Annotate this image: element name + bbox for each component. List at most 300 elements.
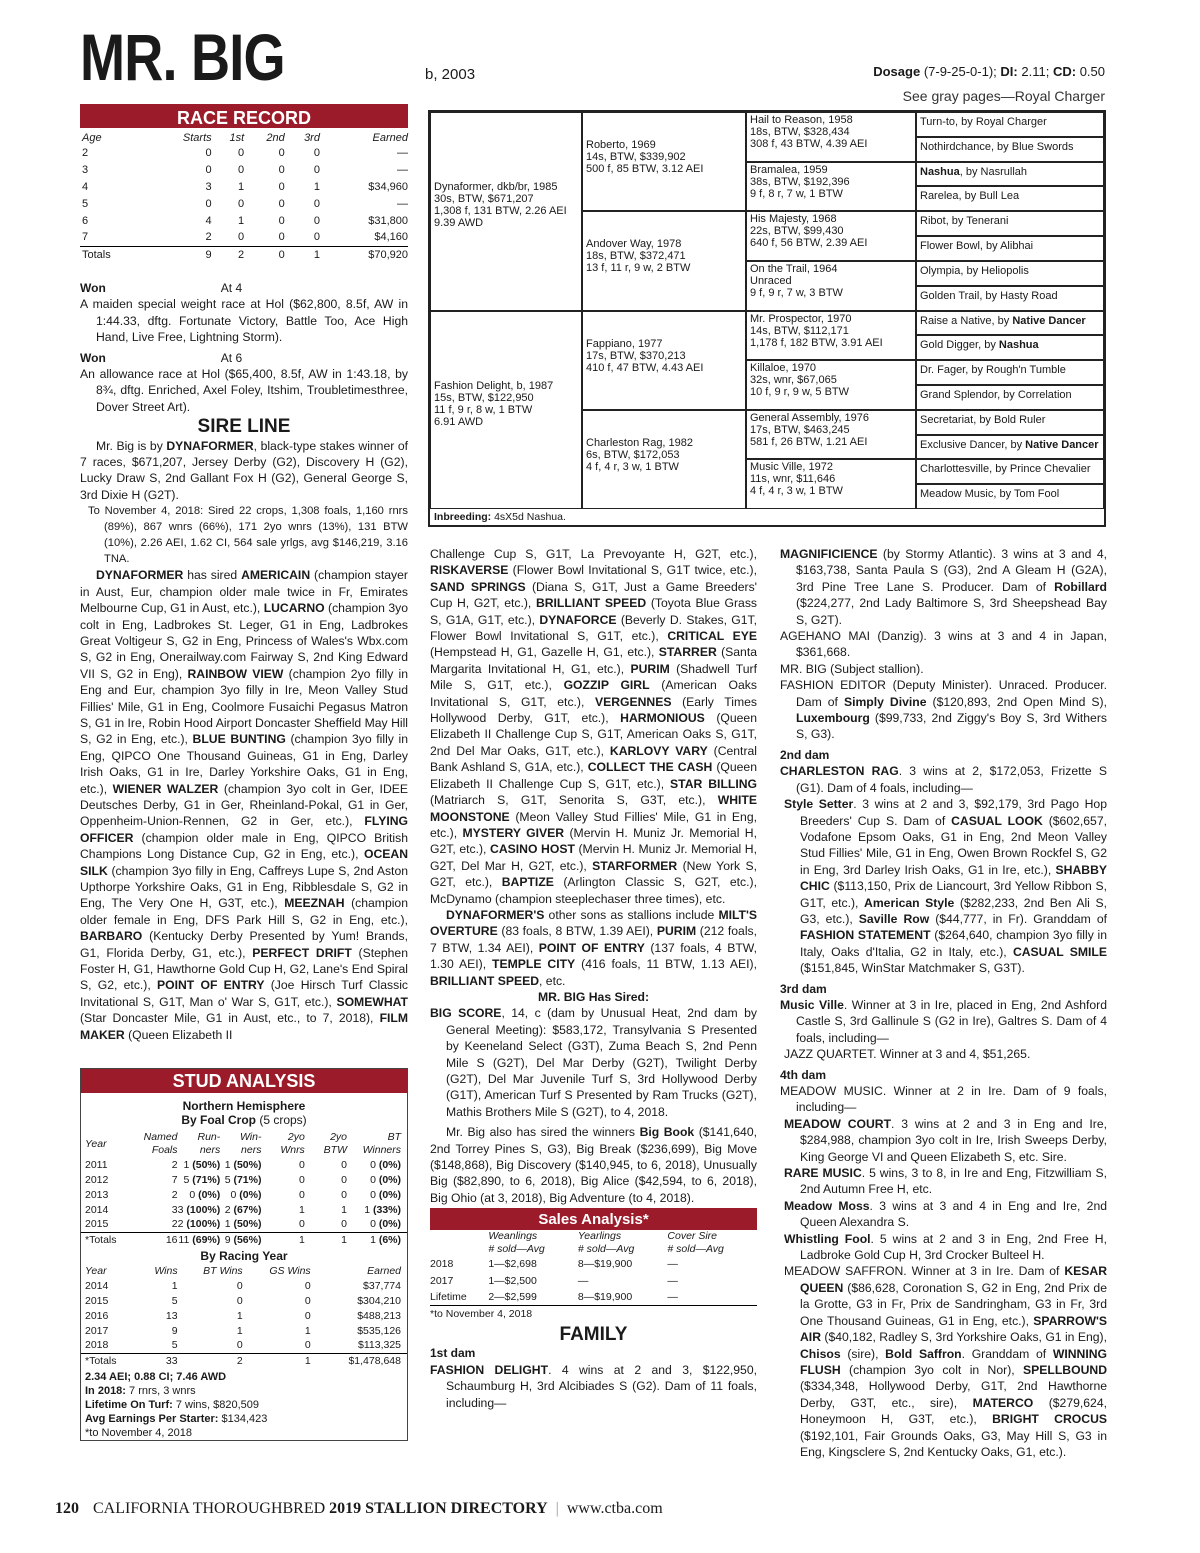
pedigree-gen3: His Majesty, 1968 22s, BTW, $99,430 640 f, 56 BTW, 2.39 AEI [746,211,916,261]
table-cell: 3 [171,1203,178,1216]
percent: (0%) [239,1188,262,1201]
percent: (0%) [378,1188,401,1201]
sire-line-paragraph: Mr. Big is by DYNAFORMER, black-type stakes winner of 7 races, $671,207, Jersey Derby (G2), Discovery H (G2), Lucky Draw S, 2nd Gallant Fox H (G2), General George S, 3rd Dixie H (G2T). [80,438,408,502]
column-header: 3rd [304,132,320,144]
table-cell: 2014 [85,1203,109,1216]
ancestor-name: Olympia [920,264,961,277]
won-heading [80,350,408,366]
table-cell: $4,160 [374,231,408,244]
pedigree-chart [428,110,1106,527]
table-cell: 2 [171,1218,178,1231]
table-cell: 0 [278,163,285,176]
table-cell: 0 [341,1188,347,1201]
table-cell: 0 [298,1188,305,1201]
table-cell: 1 [171,1279,178,1292]
inbreeding-note: Inbreeding: 4sX5d Nashua. [430,508,1104,525]
table-cell: 1 [285,246,320,263]
column-header: Age [82,132,102,144]
table-cell: — [667,1258,678,1271]
has-sired-heading: MR. BIG Has Sired: [537,989,650,1004]
ancestor-sire: Alibhai [1000,240,1034,253]
family-item: MR. BIG (Subject stallion). [780,661,924,676]
first-dam-heading: 1st dam [430,1346,476,1361]
table-cell: 2016 [85,1309,109,1322]
table-cell: 5 [82,197,89,210]
ancestor-name: Dr. Fager [920,364,966,377]
table-row [81,1293,407,1308]
table-cell: 7 [82,231,89,244]
pedigree-gen2: Andover Way, 1978 18s, BTW, $372,471 13 f, 11 r, 9 w, 2 BTW [582,211,746,310]
percent: (69%) [192,1233,221,1246]
table-cell: 0 [236,1279,243,1292]
table-cell: $304,210 [357,1294,401,1307]
table-cell: 0 [313,214,320,227]
table-cell: 5 [171,1294,178,1307]
table-cell: 8—$19,900 [577,1291,633,1304]
stud-analysis [80,1068,408,1441]
ancestor-sire: Nashua [998,339,1039,352]
table-cell: 0 [304,1309,311,1322]
table-cell: 1 [238,180,245,193]
pedigree-gen4: Exclusive Dancer, by Native Dancer [916,435,1104,460]
table-row [81,1202,407,1217]
pedigree-gen3: Music Ville, 1972 11s, wnr, $11,646 4 f, 4 r, 3 w, 1 BTW [746,459,916,509]
fourth-dam-heading: 4th dam [780,1067,827,1082]
ancestor-sire: Nasrullah [980,165,1028,178]
table-row [81,1217,407,1232]
table-cell: 9 (56%) [220,1232,261,1247]
ancestor-sire: Royal Charger [975,116,1047,128]
foal-crop-table [81,1131,407,1247]
column-header: 2nd [266,132,285,144]
won-description: A maiden special weight race at Hol ($62,800, 8.5f, AW in 1:44.33, dftg. Fortunate Victory, Battle Too, Ace High Hand, Live Free, Lightning Storm). [80,297,408,345]
won-age: At 6 [220,350,243,365]
table-cell: 0 [304,1339,311,1352]
table-row [80,161,408,178]
table-cell: 0 (0%) [370,1173,401,1186]
column-header: Yearlings [577,1230,622,1243]
ancestor-name: Meadow Music [920,488,994,501]
percent: (56%) [233,1233,262,1246]
dosage: Dosage (7-9-25-0-1); DI: 2.11; CD: 0.50 [873,64,1105,79]
table-cell: 0 [278,197,285,210]
ancestor-name: Gold Digger [920,339,979,352]
table-cell: 1 [305,1232,347,1247]
table-row [80,144,408,161]
table-cell: *Totals [81,1232,117,1247]
table-cell: $1,478,648 [311,1353,407,1368]
column-header: Starts [182,132,212,144]
percent: (0%) [198,1188,221,1201]
pedigree-gen2: Fappiano, 1977 17s, BTW, $370,213 410 f, 47 BTW, 4.43 AEI [582,311,746,410]
column-header: Earned [372,132,408,144]
sales-note: *to November 4, 2018 [430,1305,757,1322]
pedigree-gen4: Olympia, by Heliopolis [916,261,1104,286]
table-cell: 1 [341,1203,347,1216]
ancestor-name: Rarelea [920,190,959,203]
table-cell: 2 [205,231,212,244]
table-cell: 5 (71%) [183,1173,221,1186]
table-cell: 4 [205,214,212,227]
table-cell: — [397,163,408,176]
table-cell: 1 (50%) [183,1158,221,1171]
table-cell: 2—$2,599 [488,1291,537,1304]
table-cell: 0 [205,146,212,159]
table-cell: 1 [298,1203,305,1216]
table-cell: $34,960 [368,180,408,193]
table-cell: 1 (50%) [224,1158,262,1171]
table-cell: 9 [171,1324,178,1337]
ancestor-name: Secretariat [920,413,974,426]
table-cell: 1 (33%) [364,1203,401,1216]
by-racing-year: By Racing Year [200,1249,288,1263]
ancestor-sire: Native Dancer [1025,438,1099,451]
middle-column-text [430,546,757,1411]
totals-row [80,246,408,263]
table-row [80,178,408,195]
table-cell: $488,213 [357,1309,401,1322]
table-cell: 0 (0%) [189,1188,221,1201]
table-cell: 0 [236,1294,243,1307]
table-cell: 2015 [85,1294,109,1307]
table-cell: 2 [178,1353,243,1368]
column-header: Weanlings [488,1230,538,1243]
pedigree-gen4: Secretariat, by Bold Ruler [916,410,1104,435]
table-cell: 3 [205,180,212,193]
family-title: FAMILY [559,1323,628,1345]
table-cell: 0 [304,1279,311,1292]
table-cell: 9 [148,246,212,263]
pedigree-gen4: Ribot, by Tenerani [916,211,1104,236]
ancestor-sire: Native Dancer [1012,314,1086,327]
table-cell: 7 [171,1173,178,1186]
table-row [81,1157,407,1172]
table-cell: 0 [278,180,285,193]
table-cell: 2 [171,1188,178,1201]
column-header: 1st [229,132,245,144]
sire-progeny-continued: Challenge Cup S, G1T, La Prevoyante H, G2T, etc.), RISKAVERSE (Flower Bowl Invitational S, G1T twice, etc.), SAND SPRINGS (Diana S, G1T, Just a Game Breeders' Cup H, G2T, etc.), BRILLIANT SPEED (Toyota Blue Grass S, G1A, G1T, etc.), DYNAFORCE (Beverly D. Stakes, G1T, Flower Bowl Invitational S, G1T, etc.), CRITICAL EYE (Hempstead H, G1, Gazelle H, G1, etc.), STARRER (Santa Margarita Invitational H, G1, etc.), PURIM (Shadwell Turf Mile S, G1T, etc.), GOZZIP GIRL (American Oaks Invitational S, G1T, etc.), VERGENNES (Early Times Hollywood Derby, G1T, etc.), HARMONIOUS (Queen Elizabeth II Challenge Cup S, G1T, American Oaks S, G1T, 2nd Del Mar Oaks, G1T, etc.), KARLOVY VARY (Central Bank Ashland S, G1A, etc.), COLLECT THE CASH (Queen Elizabeth II Challenge Cup S, G1T, etc.), STAR BILLING (Matriarch S, G1T, Senorita S, G3T, etc.), WHITE MOONSTONE (Meon Valley Stud Fillies' Mile, G1 in Eng, etc.), MYSTERY GIVER (Mervin H. Muniz Jr. Memorial H, G2T, etc.), CASINO HOST (Mervin H. Muniz Jr. Memorial H, G2T, Del Mar H, G2T, etc.), STARFORMER (New York S, G2T, etc.), BAPTIZE (Arlington Classic S, G2T, etc.), McDynamo (champion steeplechaser three times), etc. [430,547,758,906]
race-record-table [80,128,408,263]
ancestor-name: Grand Splendor [920,388,998,401]
table-cell: 0 [278,214,285,227]
table-cell: — [667,1291,678,1304]
table-cell: 1 [304,1324,311,1337]
race-record-title: RACE RECORD [80,104,408,128]
column-header: Year [85,1137,107,1150]
ancestor-name: Exclusive Dancer [920,438,1005,451]
table-cell: 2013 [85,1188,109,1201]
stud-analysis-title: STUD ANALYSIS [81,1069,407,1093]
column-header: Win-ners [239,1131,262,1156]
table-cell: 2 (67%) [224,1203,262,1216]
table-cell: 0 [236,1339,243,1352]
third-dam-heading: 3rd dam [780,981,827,996]
table-cell: 2 [171,1158,178,1171]
won-description: An allowance race at Hol ($65,400, 8.5f, AW in 1:43.18, by 8¾, dftg. Enriched, Axel Foley, Itshim, Troubletimesthree, Dover Street Art). [80,367,408,414]
table-cell: $535,126 [357,1324,401,1337]
table-cell: 0 [238,231,245,244]
table-cell: 1 [236,1324,243,1337]
table-cell: 3 [82,163,89,176]
won-heading [80,280,408,296]
percent: (6%) [378,1233,401,1246]
table-cell: 0 [205,197,212,210]
table-cell: — [397,146,408,159]
publication-name: CALIFORNIA THOROUGHBRED [93,1500,326,1517]
table-cell: 0 (0%) [370,1188,401,1201]
family-item: AGEHANO MAI (Danzig). 3 wins at 3 and 4 in Japan, $361,668. [780,629,1107,660]
family-item: JAZZ QUARTET. Winner at 3 and 4, $51,265. [784,1047,1031,1062]
table-cell: 0 [313,197,320,210]
table-cell: 0 [341,1158,347,1171]
table-cell: 16 [117,1232,178,1247]
table-cell: 13 [165,1309,178,1322]
table-cell: 0 [341,1218,347,1231]
other-winners-paragraph: Mr. Big also has sired the winners Big Book ($141,640, 2nd Torrey Pines S, G3), Big Break ($236,699), Big Move ($148,868), Big Discovery ($140,945, to 6, 2018), Unusually Big ($82,890, to 6, 2018), Big Alice ($42,594, to 6, 2018), Big Ohio (at 3, 2018), Big Adventure (to 4, 2018). [430,1125,757,1205]
sire-stats: To November 4, 2018: Sired 22 crops, 1,308 foals, 1,160 rnrs (89%), 867 wnrs (66%), 171 2yo wnrs (13%), 131 BTW (10%), 2.26 AEI, 1.62 CI, 564 sale yrlgs, avg $146,219, 3.16 TNA. [88,505,408,566]
family-item: Whistling Fool. 5 wins at 2 and 3 in Eng, 2nd Free H, Ladbroke Gold Cup H, 3rd Crocker Bulteel H. [784,1231,1107,1263]
sales-analysis-title: Sales Analysis* [430,1208,757,1230]
table-row [430,1289,757,1305]
table-row [430,1273,757,1289]
column-subheader [430,1243,488,1256]
table-cell: 2017 [430,1274,454,1287]
table-cell: 0 [341,1173,347,1186]
table-cell: 0 [205,163,212,176]
ancestor-name: Raise a Native [920,314,992,327]
ancestor-sire: Prince Chevalier [1009,463,1091,476]
percent: (71%) [192,1173,221,1186]
table-cell: 1 (6%) [347,1232,407,1247]
table-row [81,1278,407,1293]
percent: (67%) [233,1203,262,1216]
table-cell: 1—$2,698 [488,1258,537,1271]
pedigree-gen3: Bramalea, 1959 38s, BTW, $192,396 9 f, 8 r, 7 w, 1 BTW [746,162,916,212]
table-cell: 8—$19,900 [577,1258,633,1271]
family-item: MEADOW COURT. 3 wins at 2 and 3 in Eng and Ire, $284,988, champion 3yo colt in Ire, Irish Sweeps Derby, King George VI and Queen Elizabeth S, etc. Sire. [784,1116,1107,1164]
table-cell: 0 (0%) [370,1218,401,1231]
race-record [80,104,408,263]
table-cell: $31,800 [368,214,408,227]
percent: (33%) [372,1203,401,1216]
table-cell: 5 [171,1339,178,1352]
table-cell: — [397,197,408,210]
column-header: Earned [367,1265,401,1277]
table-cell: 2 [82,146,89,159]
percent: (0%) [378,1158,401,1171]
table-cell: 2 [212,246,245,263]
pedigree-gen4: Meadow Music, by Tom Fool [916,484,1104,509]
table-cell: 2012 [85,1173,109,1186]
table-cell: 33 [139,1353,177,1368]
first-dam-paragraph: FASHION DELIGHT. 4 wins at 2 and 3, $122,950, Schaumburg H, 3rd Alcibiades S (G2). Dam of 11 foals, including— [430,1362,757,1410]
table-cell: 0 [298,1158,305,1171]
pedigree-gen4: Raise a Native, by Native Dancer [916,311,1104,336]
column-header: Named Foals [143,1131,178,1156]
ancestor-name: Ribot [920,215,946,228]
table-cell: *Totals [81,1353,139,1368]
pedigree-sire: Dynaformer, dkb/br, 1985 30s, BTW, $671,207 1,308 f, 131 BTW, 2.26 AEI 9.39 AWD [430,112,582,311]
ancestor-sire: Hasty Road [1000,289,1058,302]
won-label: Won [80,281,106,295]
page-footer: 120 CALIFORNIA THOROUGHBRED 2019 STALLION DIRECTORY | www.ctba.com [55,1500,663,1517]
ancestor-sire: Heliopolis [981,264,1029,277]
table-cell: 0 [313,146,320,159]
table-cell: $70,920 [320,246,408,263]
pedigree-gen4: Charlottesville, by Prince Chevalier [916,459,1104,484]
table-cell: 0 [313,163,320,176]
table-cell: 1 [313,180,320,193]
percent: (0%) [378,1173,401,1186]
table-cell: 0 [313,231,320,244]
table-cell: 0 [278,146,285,159]
table-cell: 2015 [85,1218,109,1231]
table-cell: 2018 [430,1258,454,1271]
sex-year: b, 2003 [425,66,476,83]
directory-name: 2019 STALLION DIRECTORY [329,1500,548,1517]
second-dam-paragraph: CHARLESTON RAG. 3 wins at 2, $172,053, Frizette S (G1). Dam of 4 foals, including— [780,764,1107,795]
gray-pages-note: See gray pages—Royal Charger [902,88,1105,104]
column-header: 2yo BTW [323,1131,347,1156]
pedigree-gen4: Nashua, by Nasrullah [916,162,1104,187]
sire-line-title: SIRE LINE [197,416,291,438]
percent: (50%) [233,1218,262,1231]
column-header [430,1230,488,1243]
table-row [80,212,408,229]
totals-row [81,1232,407,1247]
sales-table [430,1230,757,1305]
second-dam-heading: 2nd dam [780,747,830,762]
table-cell: 6 [82,214,89,227]
other-sons-paragraph: DYNAFORMER'S other sons as stallions include MILT'S OVERTURE (83 foals, 8 BTW, 1.39 AEI), PURIM (212 foals, 7 BTW, 1.34 AEI), POINT OF ENTRY (137 foals, 4 BTW, 1.30 AEI), TEMPLE CITY (416 foals, 11 BTW, 1.13 AEI), BRILLIANT SPEED, etc. [430,907,758,988]
table-row [81,1338,407,1353]
table-cell: 1 (50%) [224,1218,262,1231]
pedigree-gen4: Golden Trail, by Hasty Road [916,286,1104,311]
table-cell: 0 [238,146,245,159]
won-age: At 4 [220,281,243,295]
ancestor-sire: Blue Swords [1011,140,1074,153]
pedigree-gen4: Rarelea, by Bull Lea [916,186,1104,211]
table-cell: 0 [244,246,285,263]
family-item: FASHION EDITOR (Deputy Minister). Unraced. Producer. Dam of Simply Divine ($120,893, 2nd Open Mind S), Luxembourg ($99,733, 2nd Ziggy's Boy S, 3rd Withers S, G3). [780,678,1108,742]
column-header: Run-ners [197,1131,221,1156]
table-row [81,1172,407,1187]
sales-analysis [430,1208,757,1323]
website-link[interactable]: www.ctba.com [566,1500,663,1517]
table-cell: 0 [298,1218,305,1231]
column-header: GS Wins [269,1265,311,1277]
family-item: RARE MUSIC. 5 wins, 3 to 8, in Ire and Eng, Fitzwilliam S, 2nd Autumn Free H, etc. [784,1166,1107,1197]
table-cell: 2011 [85,1158,108,1171]
ancestor-sire: Bold Ruler [994,413,1046,426]
column-subheader: # sold—Avg [488,1243,545,1256]
pedigree-gen3: Mr. Prospector, 1970 14s, BTW, $112,171 1,178 f, 182 BTW, 3.91 AEI [746,311,916,361]
by-foal-crop: By Foal Crop (5 crops) [181,1113,307,1127]
percent: (50%) [192,1158,221,1171]
column-subheader: # sold—Avg [667,1243,724,1256]
left-column-text [80,276,408,1043]
table-cell: 2017 [85,1324,109,1337]
page-number: 120 [55,1500,79,1517]
family-item: MEADOW SAFFRON. Winner at 3 in Ire. Dam of KESAR QUEEN ($86,628, Coronation S, G2 in Eng, 2nd Prix de la Grotte, G3 in Fr, Prix de Sandringham, G3 in Fr, 3rd One Thousand Guineas, G1 in Eng, etc.), SPARROW'S AIR ($40,182, Radley S, 3rd Yorkshire Oaks, G1 in Eng), Chisos (sire), Bold Saffron. Granddam of WINNING FLUSH (champion 3yo colt in Nor), SPELLBOUND ($334,348, Hollywood Derby, G1T, 2nd Hawthorne Derby, G3T, etc., sire), MATERCO ($279,624, Honeymoon H, G3T, etc.), BRIGHT CROCUS ($192,101, Fair Grounds Oaks, G3, May Hill S, G3 in Eng, Kingsclere S, 2nd Kentucky Oaks, G1, etc.). [784,1264,1107,1459]
family-item: MAGNIFICIENCE (by Stormy Atlantic). 3 wins at 3 and 4, $163,738, Santa Paula S (G3), 2nd A Gleam H (G2A), 3rd Pine Tree Lane S. Producer. Dam of Robillard ($224,277, 2nd Lady Baltimore S, 3rd Sheepshead Bay S, G2T). [780,547,1107,627]
pedigree-gen3: On the Trail, 1964 Unraced 9 f, 9 r, 7 w, 3 BTW [746,261,916,311]
ancestor-sire: Bull Lea [979,190,1020,203]
table-cell: 11 (69%) [178,1233,221,1246]
table-cell: 3 (100%) [177,1203,221,1216]
pedigree-gen4: Flower Bowl, by Alibhai [916,236,1104,261]
won-label: Won [80,350,106,365]
table-cell: 5 (71%) [224,1173,262,1186]
table-cell: 0 [298,1173,305,1186]
ancestor-name: Nothirdchance [920,140,991,153]
table-cell: 2018 [85,1339,109,1352]
table-cell: 0 [278,231,285,244]
ancestor-name: Turn-to [920,116,956,128]
ancestor-name: Flower Bowl [920,240,980,253]
column-header: 2yo Wnrs [280,1131,305,1156]
table-cell: Totals [80,246,148,263]
family-item: Meadow Moss. 3 wins at 3 and 4 in Eng and Ire, 2nd Queen Alexandra S. [784,1198,1107,1230]
table-row [81,1323,407,1338]
table-cell: 1 [236,1309,243,1322]
table-row [430,1256,757,1272]
totals-row [81,1353,407,1368]
column-subheader: # sold—Avg [577,1243,635,1256]
table-cell: 1—$2,500 [488,1274,537,1287]
column-header: Cover Sire [667,1230,718,1243]
table-cell: 1 [243,1353,311,1368]
fourth-dam-paragraph: MEADOW MUSIC. Winner at 2 in Ire. Dam of 9 foals, including— [780,1084,1107,1115]
table-cell: 1 [238,214,245,227]
table-row [81,1187,407,1202]
pedigree-gen4: Grand Splendor, by Correlation [916,385,1104,410]
family-item: Style Setter. 3 wins at 2 and 3, $92,179, 3rd Pago Hop Breeders' Cup S. Dam of CASUAL LOOK ($602,657, Vodafone Epsom Oaks, G1 in Eng, 2nd Meon Valley Stud Fillies' Mile, G1 in Eng, Owen Brown Rockfel S, G2 in Eng, 3rd Darley Irish Oaks, G1 in Ire, etc.), SHABBY CHIC ($113,150, Prix de Liancourt, 3rd Yellow Ribbon S, G1T, etc.), American Style ($282,233, 2nd Ben Ali S, G3, etc.), Saville Row ($44,777, in Fr). Granddam of FASHION STATEMENT ($264,640, champion 3yo filly in Italy, Oaks d'Italia, G2 in Italy, etc.), CASUAL SMILE ($151,845, WinStar Matchmaker S, G3T). [784,797,1108,976]
big-score-paragraph: BIG SCORE, 14, c (dam by Unusual Heat, 2nd dam by General Meeting): $583,172, Transylvania S Presented by Keeneland Select (G3T), Zuma Beach S, 2nd Penn Mile S (G2T), Del Mar Derby (G2T), Twilight Derby (G2T), Del Mar Juvenile Turf S, 3rd Hollywood Derby (G1T), American Turf S Presented by Ram Trucks (G2T), Mathis Brothers Mile S (G2T), to 4, 2018. [430,1006,758,1119]
table-cell: Lifetime [430,1291,467,1304]
ancestor-name: Nashua [920,165,960,178]
pedigree-gen2: Charleston Rag, 1982 6s, BTW, $172,053 4 f, 4 r, 3 w, 1 BTW [582,410,746,509]
table-row [81,1308,407,1323]
pedigree-gen4: Gold Digger, by Nashua [916,335,1104,360]
percent: (0%) [378,1218,401,1231]
table-cell: $113,325 [357,1339,401,1352]
ancestor-sire: Tenerani [966,215,1009,228]
third-dam-paragraph: Music Ville. Winner at 3 in Ire, placed in Eng, 2nd Ashford Castle S, 3rd Gallinule S (G2 in Ire), Galtres S. Dam of 4 foals, including— [780,997,1107,1045]
sire-progeny-paragraph: DYNAFORMER has sired AMERICAIN (champion stayer in Aust, Eur, champion older male twice in Fr, Emirates Melbourne Cup, G1 in Aust, etc.), LUCARNO (champion 3yo colt in Eng, Ladbrokes St. Leger, G1 in Eng, Ladbrokes Great Voltigeur S, G2 in Eng, Princess of Wales's Wbx.com S, G2 in Eng, Onerailway.com Fairway S, 2nd King Edward VII S, G2 in Eng), RAINBOW VIEW (champion 2yo filly in Eng and Eur, champion 3yo filly in Ire, Meon Valley Stud Fillies' Mile, G1 in Eng, Coolmore Fusaichi Pegasus Matron S, G1 in Ire, Robin Hood Airport Doncaster Sheffield May Hill S, G2 in Eng, etc.), BLUE BUNTING (champion 3yo filly in Eng, QIPCO One Thousand Guineas, G1 in Eng, Darley Irish Oaks, G1 in Ire, Darley Yorkshire Oaks, G1 in Eng, etc.), WIENER WALZER (champion 3yo colt in Ger, IDEE Deutsches Derby, G1 in Ger, Rheinland-Pokal, G1 in Ger, Oppenheim-Union-Rennen, G2 in Ger, etc.), FLYING OFFICER (champion older male in Eng, QIPCO British Champions Long Distance Cup, G2 in Eng, etc.), OCEAN SILK (champion 3yo filly in Eng, Caffreys Lupe S, 2nd Aston Upthorpe Yorkshire Oaks, G1 in Eng, Ribblesdale S, G2 in Eng, The Very One H, G3T, etc.), MEEZNAH (champion older female in Eng, DFS Park Hill S, G2 in Eng, etc.), BARBARO (Kentucky Derby Presented by Yum! Brands, G1, Florida Derby, G1, etc.), PERFECT DRIFT (Stephen Foster H, G1, Hawthorne Gold Cup H, G2, Lane's End Spiral S, G2, etc.), POINT OF ENTRY (Joe Hirsch Turf Classic Invitational S, G1T, Man o' War S, G1T, etc.), SOMEWHAT (Star Doncaster Mile, G1 in Aust, etc., to 7, 2018), FILM MAKER (Queen Elizabeth II [80,568,409,1042]
table-cell: $37,774 [363,1279,401,1292]
table-cell: 2014 [85,1279,109,1292]
percent: (100%) [186,1218,221,1231]
stud-notes: 2.34 AEI; 0.88 CI; 7.46 AWD In 2018: 7 rnrs, 3 wnrs Lifetime On Turf: 7 wins, $820,509 Avg Earnings Per Starter: $134,423 *to November 4, 2018 [85,1371,268,1439]
table-cell: — [667,1274,678,1287]
racing-year-table [81,1265,407,1368]
table-cell: 4 [82,180,89,193]
percent: (50%) [233,1158,262,1171]
percent: (100%) [186,1203,221,1216]
table-cell: — [577,1274,589,1287]
pedigree-gen4: Turn-to, by Royal Charger [916,112,1104,137]
table-row [80,229,408,246]
table-cell: 1 [261,1232,304,1247]
table-cell: 0 (0%) [370,1158,401,1171]
stallion-name: MR. BIG [80,20,285,94]
pedigree-gen3: Killaloe, 1970 32s, wnr, $67,065 10 f, 9 r, 9 w, 5 BTW [746,360,916,410]
pedigree-gen3: Hail to Reason, 1958 18s, BTW, $328,434 308 f, 43 BTW, 4.39 AEI [746,112,916,162]
right-column-text [780,546,1107,1460]
table-cell: 0 [238,163,245,176]
column-header: BT Winners [362,1131,401,1156]
